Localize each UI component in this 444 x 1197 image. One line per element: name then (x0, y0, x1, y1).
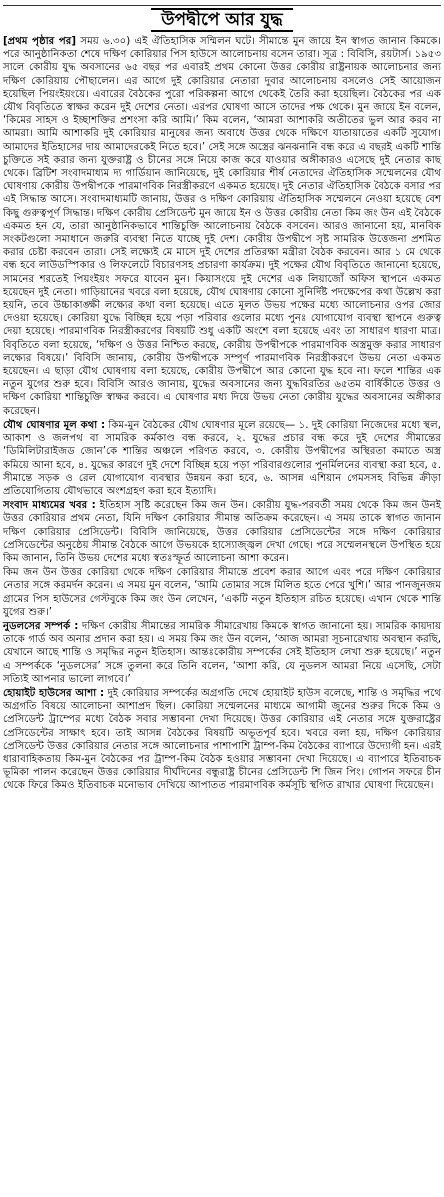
paragraph-text: কিম জন উন উত্তর কোরিয়া থেকে দক্ষিণ কোরিয়ার সীমান্তে প্রবেশ করার আগে এবং পরে দক্ষিণ কোরিয়ার নেতার সঙ্গে করমর্দন করেন। এ সময় মুন বলেন, ‘আমি তোমার সঙ্গে মিলিত হতে পেরে খুশি।’ আর পানজুনজম গ্রামের পিস হাউসের গেস্টবুকে কিম জং উন লেখেন, ‘একটি নতুন ইতিহাস রচিত হয়েছে। এখান থেকে শান্তি যুগের শুরু।’ (3, 567, 441, 618)
paragraph-text: দক্ষিণ কোরীয় সীমান্তের সামরিক সীমারেখায় কিমকে স্বাগত জানানো হয়। সামরিক কায়দায় তাকে গার্ড অব অনার প্রদান করা হয়। এ সময় কিম জং উন বলেন, ‘আজ আমরা সূচনারেখায় অবস্থান করছি, যেখানে আছে শান্তি ও সমৃদ্ধির নতুন ইতিহাস। আন্তঃকোরীয় সম্পর্কের সেই ইতিহাস লেখা শুরু হয়েছে।’ নতুন এ সম্পর্ককে ‘নুডলসের’ সঙ্গে তুলনা করে তিনি বলেন, ‘আশা করি, যে নুডলস আমরা নিয়ে এসেছি, সেটা সত্যিই আপনার ভালো লাগবে।’ (3, 620, 441, 685)
paragraph-white-house (3, 687, 441, 793)
paragraph-text: কিম-মুন বৈঠকের যৌথ ঘোষণার মূলে রয়েছে— ১. দুই কোরিয়া নিজেদের মধ্যে স্থল, আকাশ ও জলপথ বা সামরিক কর্মকাণ্ড বন্ধ করবে, ২. যুদ্ধের প্রচার বন্ধ করে দুই দেশের সীমান্তের ‘ডিমিলিটারাইজড জোন’কে শান্তির অঞ্চলে পরিণত করবে, ৩. কোরীয় উপদ্বীপের অস্থিরতা কমাতে অস্ত্র কমিয়ে আনা হবে, ৪. যুদ্ধের কারণে দুই দেশে বিচ্ছিন্ন হয়ে পড়া পরিবারগুলোর পুনর্মিলনের ব্যবস্থা করা হবে, ৫. সীমান্তে সড়ক ও রেল যোগাযোগ ব্যবস্থার উন্নয়ন করা হবে, ৬. আসন্ন এশিয়ান গেমসসহ বিভিন্ন ক্রীড়া প্রতিযোগিতায় যৌথভাবে অংশগ্রহণ করা হবে ইত্যাদি। (3, 419, 441, 497)
headline-text: উপদ্বীপে আর যুদ্ধ (151, 8, 292, 32)
paragraph-lead: হোয়াইট হাউসের আশা : (3, 687, 105, 699)
paragraph-text: ইতিহাস সৃষ্টি করেছেন কিম জন উন। কোরীয় যুদ্ধ-পরবর্তী সময় থেকে কিম জন উনই উত্তর কোরিয়ার প্রথম নেতা, যিনি দক্ষিণ কোরিয়ার সীমান্ত অতিক্রম করেছেন। এ সময় তাকে স্বাগত জানান দক্ষিণ কোরিয়ার প্রেসিডেন্ট। বিবিসি জানিয়েছে, উত্তর কোরিয়ার প্রেসিডেন্টের সঙ্গে দক্ষিণ কোরিয়ার প্রেসিডেন্টের অনুষ্ঠেয় সীমান্ত বৈঠকে আগে উভয়কে হাস্যোজ্জ্বল দেখা গেছে। পরে সম্মেলনস্থলে উপস্থিত হয়ে কিম জানান, তিনি উভয় দেশের মধ্যে স্বতঃস্ফূর্ত আলোচনা আশা করেন। (3, 500, 442, 564)
paragraph-media-news (3, 499, 441, 565)
article-body (3, 35, 441, 793)
paragraph-text: দুই কোরিয়ার সম্পর্কের অগ্রগতি দেখে হোয়াইট হাউস বলেছে, শান্তি ও সমৃদ্ধির পথে অগ্রগতি বিষয়ে আলোচনা আশাপ্রদ ছিল। কোরিয়া সম্মেলনের মাধ্যমে আগামী জুনের শুরুর দিকে কিম ও প্রেসিডেন্ট ট্রাম্পের মধ্যে বৈঠক সবার সম্ভাবনা দেখা দিয়েছে। উত্তর কোরিয়ার এই নেতার সঙ্গে যুক্তরাষ্ট্রের প্রেসিডেন্টের সাক্ষাৎ হবে। তাই আসন্ন বৈঠকের বিষয়টি অভূতপূর্ব হবে। খবরে বলা হয়, দক্ষিণ কোরিয়ার প্রেসিডেন্ট উত্তর কোরিয়ার নেতার সঙ্গে আলোচনার পাশাপাশি ট্রাম্প-কিম বৈঠকের ব্যাপারে উদ্যোগী হন। এরই ধারাবাহিকতায় কিম-মুন বৈঠকের পর ট্রাম্প-কিম বৈঠক হওয়ার সম্ভাবনা দেখা দিয়েছে। এ ব্যাপারে ইতিবাচক ভূমিকা পালন করেছেন উত্তর কোরিয়ার দীর্ঘদিনের বন্ধুরাষ্ট্র চীনের প্রেসিডেন্ট শি জিন পিং। গোপন সফরে চীন থেকে ফিরে কিমও ইতিবাচক মনোভাব দেখিয়ে আপাতত পারমাণবিক কর্মসূচি স্থগিত রাখার ঘোষণা দিয়েছেন। (3, 687, 441, 792)
paragraph-noodles (3, 620, 441, 686)
paragraph-lead: যৌথ ঘোষণার মূল কথা : (3, 419, 106, 431)
paragraph-text: সময় ৬.৩০) এই ঐতিহাসিক সম্মিলন ঘটে। সীমান্তে মুন জায়ে ইন স্বাগত জানান কিমকে। পরে আনুষ্ঠানিকতা শেষে দক্ষিণ কোরিয়ার পিস হাউসে আলোচনায় বসেন তারা। সূত্র : বিবিসি, রয়টার্স। ১৯৫৩ সালে কোরীয় যুদ্ধ অবসানের ৬৫ বছর পর এবারই প্রথম কোনো উত্তর কোরীয় রাষ্ট্রনায়ক আলোচনার জন্য দক্ষিণ কোরিয়ায় পৌছালেন। এর আগে দুই কোরিয়ার নেতারা দুবার আলোচনায় বসলেও সেই আয়োজন হয়েছিল পিয়ংইয়ংয়ে। এবারের বৈঠকের পুরো পরিকল্পনা আগে থেকেই তৈরি করা হয়েছিল। বৈঠকের পর এক যৌথ বিবৃতিতে স্বাক্ষর করেন দুই দেশের নেতা। এরপর ঘোষণা আসে তাদের পক্ষ থেকে। মুন জায়ে ইন বলেন, ‘কিমের সাহস ও ইচ্ছাশক্তির প্রশংসা করি আমি।’ কিম বলেন, ‘আমরা আশাকরি অতীতের ভুল আর করব না আমরা। আমি আশাকরি দুই কোরিয়ার মানুষের জন্য অবাধে উত্তর থেকে দক্ষিণে যাতায়াতের একটি সুযোগ। আমাদের ইতিহাসের দায় আমাদেরকেই নিতে হবে।’ সেই সঙ্গে অস্ত্রের ঝনঝনানি বন্ধ করে এ বছরই একটি শান্তি চুক্তিতে সই করার জন্য যুক্তরাষ্ট্র ও চীনের সঙ্গে নিয়ে কাজ করে যাওয়ার অঙ্গীকারও এসেছে দুই নেতার কাছ থেকে। ব্রিটিশ সংবাদমাধ্যম দ্য গার্ডিয়ান জানিয়েছে, দুই কোরিয়ার শীর্ষ নেতাদের ঐতিহাসিক সম্মেলনের যৌথ ঘোষণায় কোরীয় উপদ্বীপকে পারমাণবিক নিরস্ত্রীকরণে একমত হয়েছে। দুই নেতার ঐতিহাসিক বৈঠকে বসার পর এই সিদ্ধান্ত আসে। সংবাদমাধ্যমটি জানায়, উত্তর ও দক্ষিণ কোরিয়ায় ঐতিহাসিক সম্মেলনে নেওয়া হয়েছে বেশ কিছু গুরুত্বপূর্ণ সিদ্ধান্ত। দক্ষিণ কোরীয় প্রেসিডেন্ট মুন জায়ে ইন ও উত্তর কোরীয় নেতা কিম জং উন এই বৈঠকে একমত হন যে, তারা আনুষ্ঠানিকভাবে শান্তিচুক্তি আলোচনায় বৈঠকে বসবেন। আরও জানানো হয়, মানবিক সংকটগুলো সমাধানে জরুরি ব্যবস্থা নিতে যাচ্ছে দুই দেশ। কোরীয় উপদ্বীপে সৃষ্ট সামরিক উত্তেজনা প্রশমিত করার চেষ্টা করবেন তারা। সেই লক্ষ্যেই মে মাসে দুই দেশের প্রতিরক্ষা মন্ত্রীরা বৈঠক করবেন। আর ১ মে থেকে বন্ধ হবে লাউডস্পিকার ও লিফলেটে বিচারণসহ প্রচারণা কার্যক্রম। দুই পক্ষের যৌথ বিবৃতিতে জানানো হয়েছে, সামনের শরতেই পিয়ংইয়ং সফরে যাবেন মুন। কিয়াসংয়ে দুই দেশের এক লিয়াজোঁ অফিস স্থাপনে একমত হয়েছেন দুই নেতা। গাড়িয়ানের খবরে বলা হয়েছে, যৌথ ঘোষণায় কোনো সুনির্দিষ্ট পদক্ষেপের কথা উল্লেখ করা হয়নি, তবে উচ্চাকাঙ্ক্ষী লক্ষ্যের কথা বলা হয়েছে। এতে মূলত উভয় পক্ষের মধ্যে আলোচনার ওপর জোর দেওয়া হয়েছে। কোরিয়া যুদ্ধে বিচ্ছিন্ন হয়ে পড়া পরিবার গুলোর মধ্যে পুনঃ যোগাযোগ ব্যবস্থা স্থাপনে গুরুত্ব দেয়া হয়েছে। পারমাণবিক নিরস্ত্রীকরণের বিষয়টি শুধু একটি অংশে বলা হয়েছে এবং তা সাধারণ ধারণা মাত্র। বিবৃতিতে বলা হয়েছে, ‘দক্ষিণ ও উত্তর নিশ্চিত করছে, কোরীয় উপদ্বীপকে পারমাণবিক অস্ত্রমুক্ত করার সাধারণ লক্ষ্যের বিষয়ে।’ বিবিসি জানায়, কোরীয় উপদ্বীপকে সম্পূর্ণ পারমাণবিক নিরস্ত্রীকরণে উভয় নেতা একমত হয়েছেন। এ ছাড়া যৌথ ঘোষণায় বলা হয়েছে, কোরীয় উপদ্বীপে আর কোনো যুদ্ধ হবে না। ফলে শান্তির এক নতুন যুগের শুরু হবে। বিবিসি আরও জানায়, যুদ্ধের অবসানের জন্য যুদ্ধবিরতির ৬৫তম বার্ষিকীতে উত্তর ও দক্ষিণ কোরিয়া শান্তিচুক্তি স্বাক্ষর করবে। এ ঘোষণার মধ্য দিয়ে উভয় নেতা কোরীয় যুদ্ধের অবসানের অঙ্গীকার করেছেন। (3, 36, 441, 417)
headline (3, 8, 441, 32)
paragraph-lead: নুডলসের সম্পর্ক : (3, 620, 79, 632)
paragraph-joint-declaration (3, 419, 441, 498)
paragraph-intro (3, 35, 441, 418)
top-cut-strip (3, 0, 441, 6)
paragraph-border-meeting (3, 566, 441, 619)
paragraph-lead: সংবাদ মাধ্যমের খবর : (3, 500, 96, 512)
paragraph-lead: [প্রথম পৃষ্ঠার পর] (3, 36, 77, 47)
